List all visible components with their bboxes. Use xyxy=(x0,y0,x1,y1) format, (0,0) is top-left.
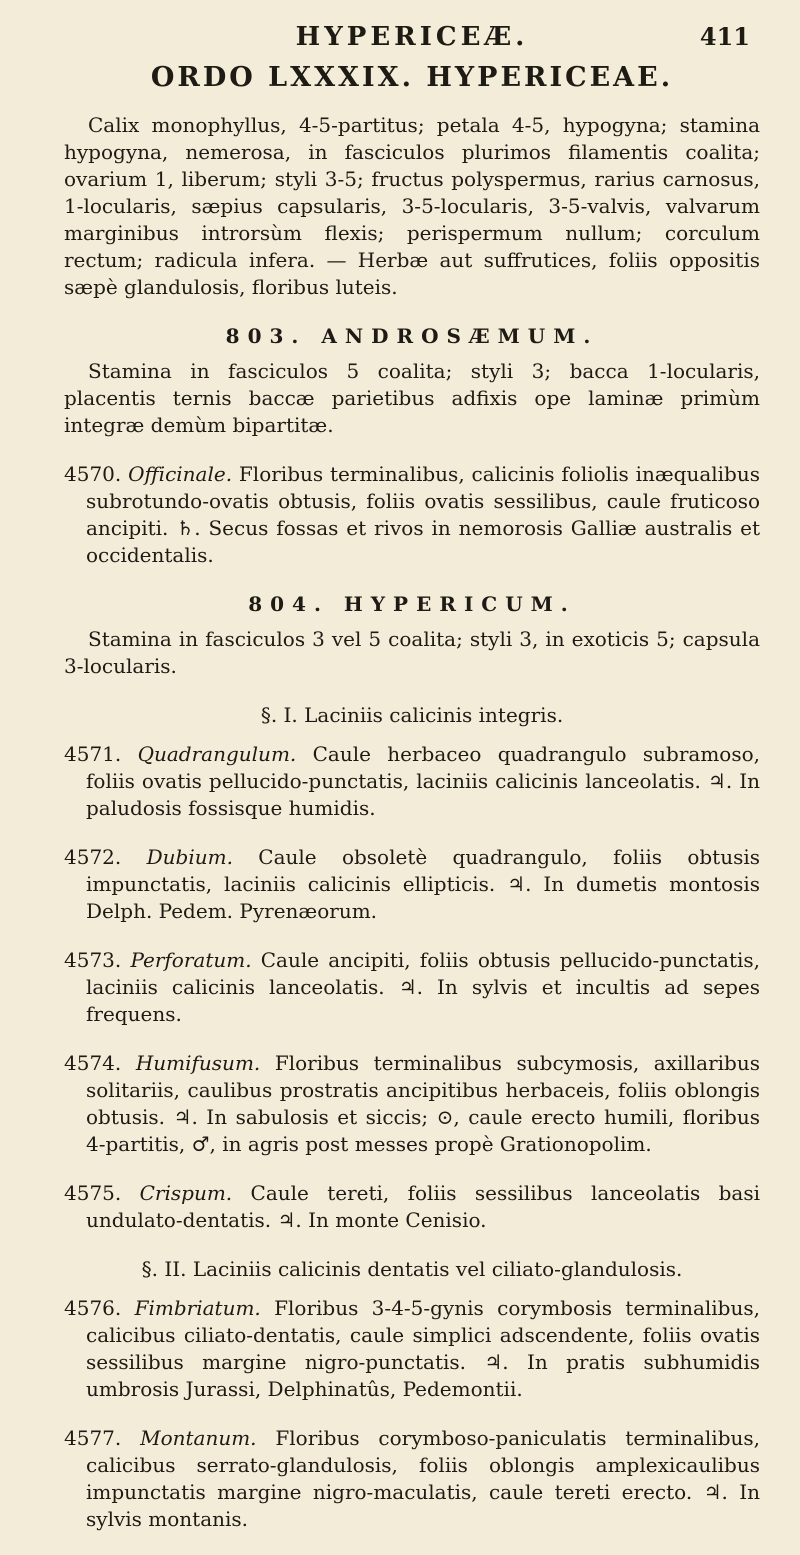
species-entry xyxy=(64,1295,760,1403)
section-heading: §. I. Laciniis calicinis integris. xyxy=(260,703,564,727)
species-entry xyxy=(64,844,760,925)
running-title: HYPERICEÆ. xyxy=(295,22,529,52)
species-text: Floribus corymboso-paniculatis terminalibus, calicibus serrato-glandulosis, foliis oblongis amplexicaulibus impunctatis margine nigro-maculatis, caule tereti erecto. ♃. In sylvis montanis. xyxy=(86,1426,761,1531)
species-name: Dubium. xyxy=(146,845,233,869)
species-text: Caule tereti, foliis sessilibus lanceolatis basi undulato-dentatis. ♃. In monte Cenisio. xyxy=(86,1181,761,1232)
page-body xyxy=(64,112,760,1555)
species-entry xyxy=(64,461,760,569)
species-number: 4574. xyxy=(64,1051,122,1075)
species-name: Crispum. xyxy=(139,1181,233,1205)
species-entry xyxy=(64,741,760,822)
species-number: 4577. xyxy=(64,1426,122,1450)
species-entry xyxy=(64,947,760,1028)
order-description: Calix monophyllus, 4-5-partitus; petala 4-5, hypogyna; stamina hypogyna, nemerosa, in fasciculos plurimos filamentis coalita; ovarium 1, liberum; styli 3-5; fructus polyspermus, rarius carnosus, 1-locularis, sæpius capsularis, 3-5-locularis, 3-5-valvis, valvarum marginibus introrsùm flexis; perispermum nullum; corculum rectum; radicula infera. — Herbæ aut suffrutices, foliis oppositis sæpè glandulosis, floribus luteis. xyxy=(64,113,760,299)
species-text: Caule ancipiti, foliis obtusis pellucido-punctatis, laciniis calicinis lanceolatis. ♃. In sylvis et incultis ad sepes frequens. xyxy=(86,948,761,1026)
species-number: 4575. xyxy=(64,1181,122,1205)
species-name: Quadrangulum. xyxy=(137,742,297,766)
species-number: 4570. xyxy=(64,462,122,486)
species-name: Officinale. xyxy=(128,462,233,486)
species-entry xyxy=(64,1425,760,1533)
section-heading: §. II. Laciniis calicinis dentatis vel ciliato-glandulosis. xyxy=(141,1257,683,1281)
species-name: Montanum. xyxy=(140,1426,257,1450)
species-number: 4572. xyxy=(64,845,122,869)
genus-heading: 803. ANDROSÆMUM. xyxy=(225,324,599,348)
page-number: 411 xyxy=(699,22,750,51)
running-head xyxy=(64,18,760,58)
species-number: 4573. xyxy=(64,948,122,972)
genus-description: Stamina in fasciculos 5 coalita; styli 3; bacca 1-locularis, placentis ternis baccæ parietibus adfixis ope laminæ primùm integræ demùm bipartitæ. xyxy=(64,359,760,437)
species-text: Caule herbaceo quadrangulo subramoso, foliis ovatis pellucido-punctatis, laciniis calicinis lanceolatis. ♃. In paludosis fossisque humidis. xyxy=(86,742,761,820)
order-title: ORDO LXXXIX. HYPERICEAE. xyxy=(150,62,674,93)
genus-heading: 804. HYPERICUM. xyxy=(248,592,576,616)
species-text: Floribus terminalibus, calicinis foliolis inæqualibus subrotundo-ovatis obtusis, foliis ovatis sessilibus, caule fruticoso ancipiti. ♄. Secus fossas et rivos in nemorosis Galliæ australis et occidentalis. xyxy=(86,462,760,567)
species-name: Fimbriatum. xyxy=(134,1296,261,1320)
species-text: Floribus 3-4-5-gynis corymbosis terminalibus, calicibus ciliato-dentatis, caule simplici adscendente, foliis ovatis sessilibus margine nigro-punctatis. ♃. In pratis subhumidis umbrosis Jurassi, Delphinatûs, Pedemontii. xyxy=(86,1296,760,1401)
species-number: 4576. xyxy=(64,1296,122,1320)
species-text: Floribus terminalibus subcymosis, axillaribus solitariis, caulibus prostratis ancipitibus herbaceis, foliis oblongis obtusis. ♃. In sabulosis et siccis; ⊙, caule erecto humili, floribus 4-partitis, ♂, in agris post messes propè Grationopolim. xyxy=(86,1051,761,1156)
species-number: 4571. xyxy=(64,742,122,766)
genus-description: Stamina in fasciculos 3 vel 5 coalita; styli 3, in exoticis 5; capsula 3-locularis. xyxy=(64,627,760,678)
species-name: Humifusum. xyxy=(135,1051,261,1075)
species-entry xyxy=(64,1050,760,1158)
species-text: Caule obsoletè quadrangulo, foliis obtusis impunctatis, laciniis calicinis ellipticis. ♃. In dumetis montosis Delph. Pedem. Pyrenæorum. xyxy=(86,845,761,923)
species-name: Perforatum. xyxy=(130,948,252,972)
species-entry xyxy=(64,1180,760,1234)
